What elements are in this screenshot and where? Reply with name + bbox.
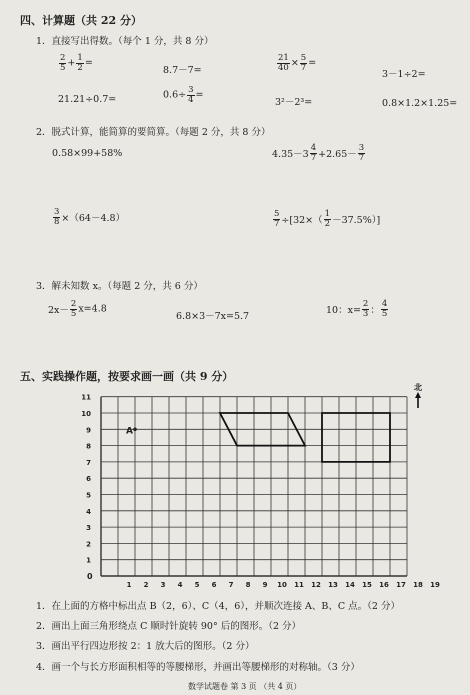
y-tick-label: 1 (86, 556, 91, 565)
fraction: $\frac{5}{7}$ (300, 53, 307, 73)
q1-item-8: 0.8×1.2×1.25= (382, 98, 458, 109)
y-tick-label: 10 (81, 410, 91, 418)
instruction-3: 3．画出平行四边形按 2：1 放大后的图形。（2 分） (36, 641, 255, 652)
fraction: $\frac{21}{40}$ (278, 53, 289, 73)
q2-title: 2．脱式计算，能简算的要简算。（每题 2 分，共 8 分） (36, 127, 271, 138)
section4-title: 四、计算题（共 22 分） (20, 14, 142, 27)
q3-title: 3．解未知数 x。（每题 2 分，共 6 分） (36, 281, 203, 292)
x-tick-label: 5 (194, 581, 200, 589)
y-tick-label: 2 (86, 540, 91, 549)
y-tick-label: 5 (86, 491, 91, 500)
q1-item-6: 0.6÷ $\frac{3}{4}$ = (163, 85, 204, 105)
fraction: $\frac{3}{8}$ (54, 207, 60, 227)
q2-expr-1: 0.58×99+58% (52, 148, 123, 159)
y-tick-label: 3 (86, 524, 91, 533)
x-tick-label: 12 (311, 581, 321, 589)
fraction: $\frac{2}{5}$ (70, 299, 77, 319)
x-tick-label: 4 (177, 581, 183, 589)
fraction: $\frac{2}{5}$ (60, 53, 66, 73)
x-tick-label: 16 (379, 581, 389, 589)
q1-item-5: 21.21÷0.7= (58, 94, 117, 105)
fraction: $\frac{2}{3}$ (362, 299, 369, 319)
fraction: $\frac{4}{5}$ (381, 299, 388, 319)
x-tick-label: 2 (143, 581, 149, 589)
x-tick-label: 18 (413, 581, 423, 589)
y-tick-label: 8 (86, 442, 91, 451)
x-tick-label: 3 (160, 581, 166, 589)
x-tick-label: 7 (228, 581, 234, 589)
q1-title: 1．直接写出得数。（每个 1 分，共 8 分） (36, 36, 214, 47)
x-tick-label: 10 (277, 581, 287, 589)
instruction-2: 2．画出上面三角形绕点 C 顺时针旋转 90° 后的图形。（2 分） (36, 621, 302, 632)
north-label: 北 (414, 383, 422, 392)
y-tick-label: 6 (86, 475, 91, 484)
q2-expr-3: $\frac{3}{8}$ ×（64－4.8） (54, 207, 126, 227)
q1-item-2: 8.7－7= (163, 65, 202, 76)
section5-title: 五、实践操作题，按要求画一画（共 9 分） (20, 370, 234, 383)
fraction: $\frac{5}{7}$ (274, 209, 280, 229)
y-tick-label: 9 (86, 426, 91, 435)
q1-item-3: $\frac{21}{40}$ × $\frac{5}{7}$ = (278, 53, 317, 73)
x-tick-label: 9 (262, 581, 268, 589)
q1-item-7: 3²－2³= (275, 97, 313, 108)
x-tick-label: 11 (294, 581, 304, 589)
x-tick-label: 14 (345, 581, 355, 589)
q2-expr-2: 4.35－3 $\frac{4}{7}$ +2.65－ $\frac{3}{7}$ (272, 143, 365, 163)
x-tick-label: 15 (362, 581, 372, 589)
instruction-1: 1．在上面的方格中标出点 B（2，6）、C（4，6），并顺次连接 A、B、C 点。（2 分） (36, 601, 400, 612)
x-tick-label: 19 (430, 581, 440, 589)
x-tick-label: 0 (87, 572, 93, 581)
north-arrowhead-icon (415, 392, 421, 398)
x-tick-label: 1 (126, 581, 132, 589)
x-tick-label: 8 (245, 581, 251, 589)
q1-item-4: 3－1÷2= (382, 69, 426, 80)
x-tick-label: 17 (396, 581, 406, 589)
page-footer: 数学试题卷 第 3 页 （共 4 页） (188, 682, 302, 691)
q3-expr-1: 2x－ $\frac{2}{5}$ x=4.8 (48, 299, 107, 319)
fraction: $\frac{3}{7}$ (358, 143, 365, 163)
x-tick-label: 6 (211, 581, 217, 589)
y-tick-label: 7 (86, 458, 91, 467)
y-tick-label: 4 (86, 507, 91, 516)
fraction: $\frac{4}{7}$ (310, 143, 317, 163)
q3-expr-3: 10：x= $\frac{2}{3}$ ： $\frac{4}{5}$ (326, 299, 388, 319)
q3-expr-2: 6.8×3－7x=5.7 (176, 311, 250, 322)
fraction: $\frac{1}{2}$ (77, 53, 83, 73)
q1-item-1: $\frac{2}{5}$ + $\frac{1}{2}$ = (60, 53, 93, 73)
point-a-marker (133, 428, 137, 432)
fraction: $\frac{3}{4}$ (188, 85, 194, 105)
instruction-4: 4．画一个与长方形面积相等的等腰梯形，并画出等腰梯形的对称轴。（3 分） (36, 662, 360, 673)
y-tick-label: 11 (81, 393, 91, 402)
fraction: $\frac{1}{2}$ (324, 209, 331, 229)
point-a-label: A (126, 426, 133, 437)
q2-expr-4: $\frac{5}{7}$ ÷[32×（ $\frac{1}{2}$ －37.5%）] (274, 209, 381, 229)
x-tick-label: 13 (328, 581, 338, 589)
